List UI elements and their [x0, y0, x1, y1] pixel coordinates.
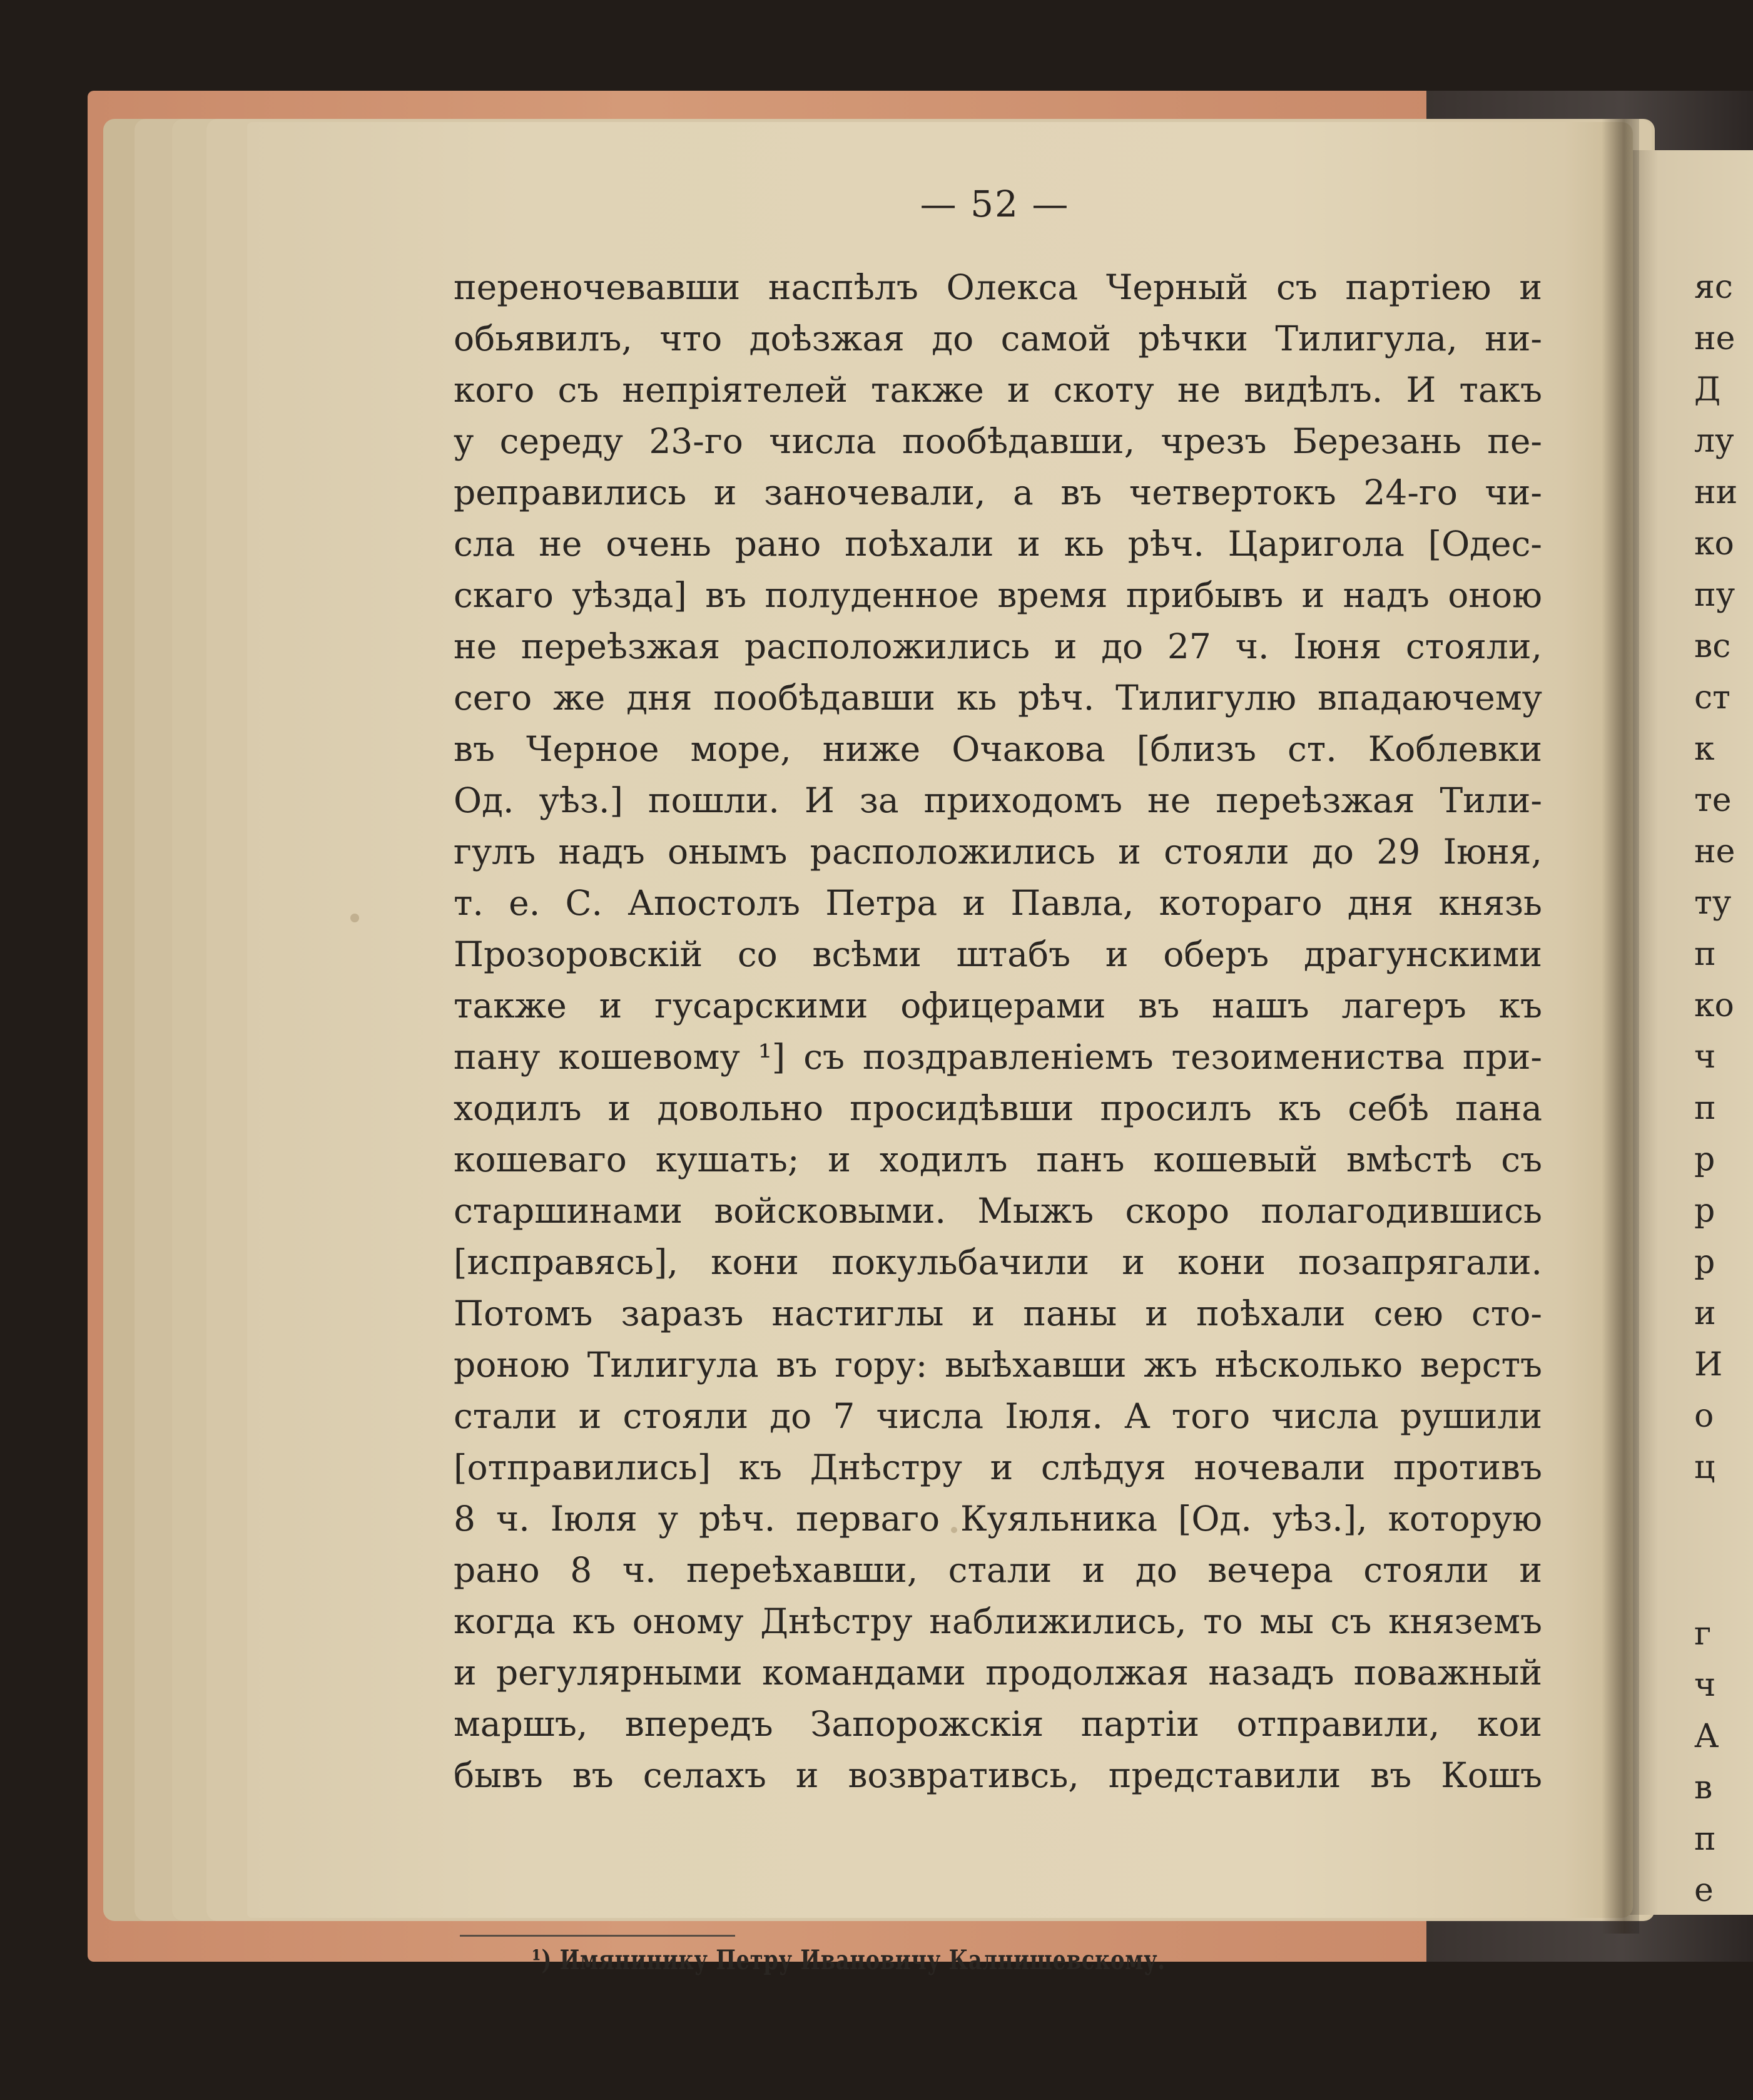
text-line: у середу 23-го числа пообѣдавши, чрезъ Березань пе-	[454, 421, 1542, 461]
right-page-fragment: ст	[1694, 679, 1730, 716]
right-page-fragment: ко	[1694, 525, 1734, 563]
right-page-fragment: р	[1694, 1243, 1715, 1281]
text-line: сего же дня пообѣдавши кь рѣч. Тилигулю впадаючему	[454, 678, 1542, 718]
footnote: ¹) Имянинику Петру Ивановичу Калнишевскому.	[532, 1945, 1166, 1976]
right-page-fragment: лу	[1694, 422, 1734, 460]
footnote-divider	[460, 1935, 735, 1937]
right-page-fragment: г	[1694, 1615, 1712, 1653]
text-line: роною Тилигула въ гору: выѣхавши жъ нѣсколько верстъ	[454, 1345, 1542, 1385]
text-line: т. е. С. Апостолъ Петра и Павла, котораго дня князь	[454, 883, 1542, 923]
text-line: рано 8 ч. переѣхавши, стали и до вечера стояли и	[454, 1550, 1542, 1590]
right-page-fragment: ц	[1694, 1449, 1715, 1486]
right-page-fragment: яс	[1694, 268, 1733, 306]
paper-spot	[350, 914, 359, 922]
right-page-fragment: ч	[1694, 1038, 1716, 1076]
text-line: старшинами войсковыми. Мыжъ скоро полагодившись	[454, 1191, 1542, 1231]
right-page-fragment: не	[1694, 320, 1735, 357]
text-line: гулъ надъ онымъ расположились и стояли до 29 Іюня,	[454, 832, 1542, 872]
text-line: не переѣзжая расположились и до 27 ч. Іюня стояли,	[454, 626, 1542, 666]
text-line: переночевавши наспѣлъ Олекса Черный съ партіею и	[454, 267, 1542, 307]
right-page-fragments-top	[1694, 262, 1744, 1493]
right-page-fragment: вс	[1694, 628, 1731, 665]
text-line: Од. уѣз.] пошли. И за приходомъ не переѣзжая Тили-	[454, 780, 1542, 820]
text-line: [отправились] къ Днѣстру и слѣдуя ночевали противъ	[454, 1447, 1542, 1487]
right-page-fragment: п	[1694, 1820, 1716, 1858]
right-page-fragment: ту	[1694, 884, 1732, 922]
text-line: [исправясь], кони покульбачили и кони позапрягали.	[454, 1242, 1542, 1282]
right-page-fragment: пу	[1694, 576, 1735, 614]
text-line: обьявилъ, что доѣзжая до самой рѣчки Тилигула, ни-	[454, 319, 1542, 359]
text-line: кого съ непріятелей также и скоту не видѣлъ. И такъ	[454, 370, 1542, 410]
right-page-fragment: п	[1694, 935, 1716, 973]
right-page-fragment: те	[1694, 782, 1732, 819]
right-page-fragments-bottom	[1694, 1608, 1744, 1916]
text-line: маршъ, впередъ Запорожскія партіи отправили, кои	[454, 1704, 1542, 1744]
right-page-fragment: ко	[1694, 987, 1734, 1024]
text-line: ходилъ и довольно просидѣвши просилъ къ себѣ пана	[454, 1088, 1542, 1128]
right-page-fragment: о	[1694, 1397, 1714, 1435]
text-line: скаго уѣзда] въ полуденное время прибывъ и надъ оною	[454, 575, 1542, 615]
right-page-fragment: в	[1694, 1769, 1713, 1807]
text-line: реправились и заночевали, а въ четвертокъ 24-го чи-	[454, 472, 1542, 512]
text-line: также и гусарскими офицерами въ нашъ лагеръ къ	[454, 986, 1542, 1026]
text-line: въ Черное море, ниже Очакова [близъ ст. Коблевки	[454, 729, 1542, 769]
right-page-fragment: Д	[1694, 371, 1721, 409]
page-gutter-shadow	[1602, 119, 1639, 1934]
right-page-fragment: р	[1694, 1192, 1715, 1230]
text-line: кошеваго кушать; и ходилъ панъ кошевый вмѣстѣ съ	[454, 1139, 1542, 1180]
text-line: 8 ч. Іюля у рѣч. перваго Куяльника [Од. уѣз.], которую	[454, 1499, 1542, 1539]
text-line: и регулярными командами продолжая назадъ поважный	[454, 1653, 1542, 1693]
text-line: пану кошевому ¹] съ поздравленіемъ тезоимениства при-	[454, 1037, 1542, 1077]
right-page-fragment: к	[1694, 730, 1715, 768]
text-line: сла не очень рано поѣхали и кь рѣч. Царигола [Одес-	[454, 524, 1542, 564]
right-page-fragment: ни	[1694, 474, 1738, 511]
text-line: когда къ оному Днѣстру наближились, то мы съ княземъ	[454, 1601, 1542, 1641]
right-page-fragment: не	[1694, 833, 1735, 870]
right-page-fragment: р	[1694, 1141, 1715, 1178]
text-line: Потомъ заразъ настиглы и паны и поѣхали сею сто-	[454, 1293, 1542, 1333]
right-page-fragment: и	[1694, 1295, 1716, 1332]
page-number: — 52 —	[920, 183, 1070, 225]
right-page-fragment: п	[1694, 1089, 1716, 1127]
right-page-fragment: ч	[1694, 1666, 1716, 1704]
right-page-fragment: е	[1694, 1872, 1714, 1909]
text-line: бывъ въ селахъ и возвративсь, представили въ Кошъ	[454, 1755, 1542, 1795]
right-page-fragment: И	[1694, 1346, 1723, 1384]
text-line: стали и стояли до 7 числа Іюля. А того числа рушили	[454, 1396, 1542, 1436]
right-page-fragment: А	[1694, 1718, 1719, 1755]
text-line: Прозоровскій со всѣми штабъ и оберъ драгунскими	[454, 934, 1542, 974]
page-body-text	[454, 262, 1542, 1801]
